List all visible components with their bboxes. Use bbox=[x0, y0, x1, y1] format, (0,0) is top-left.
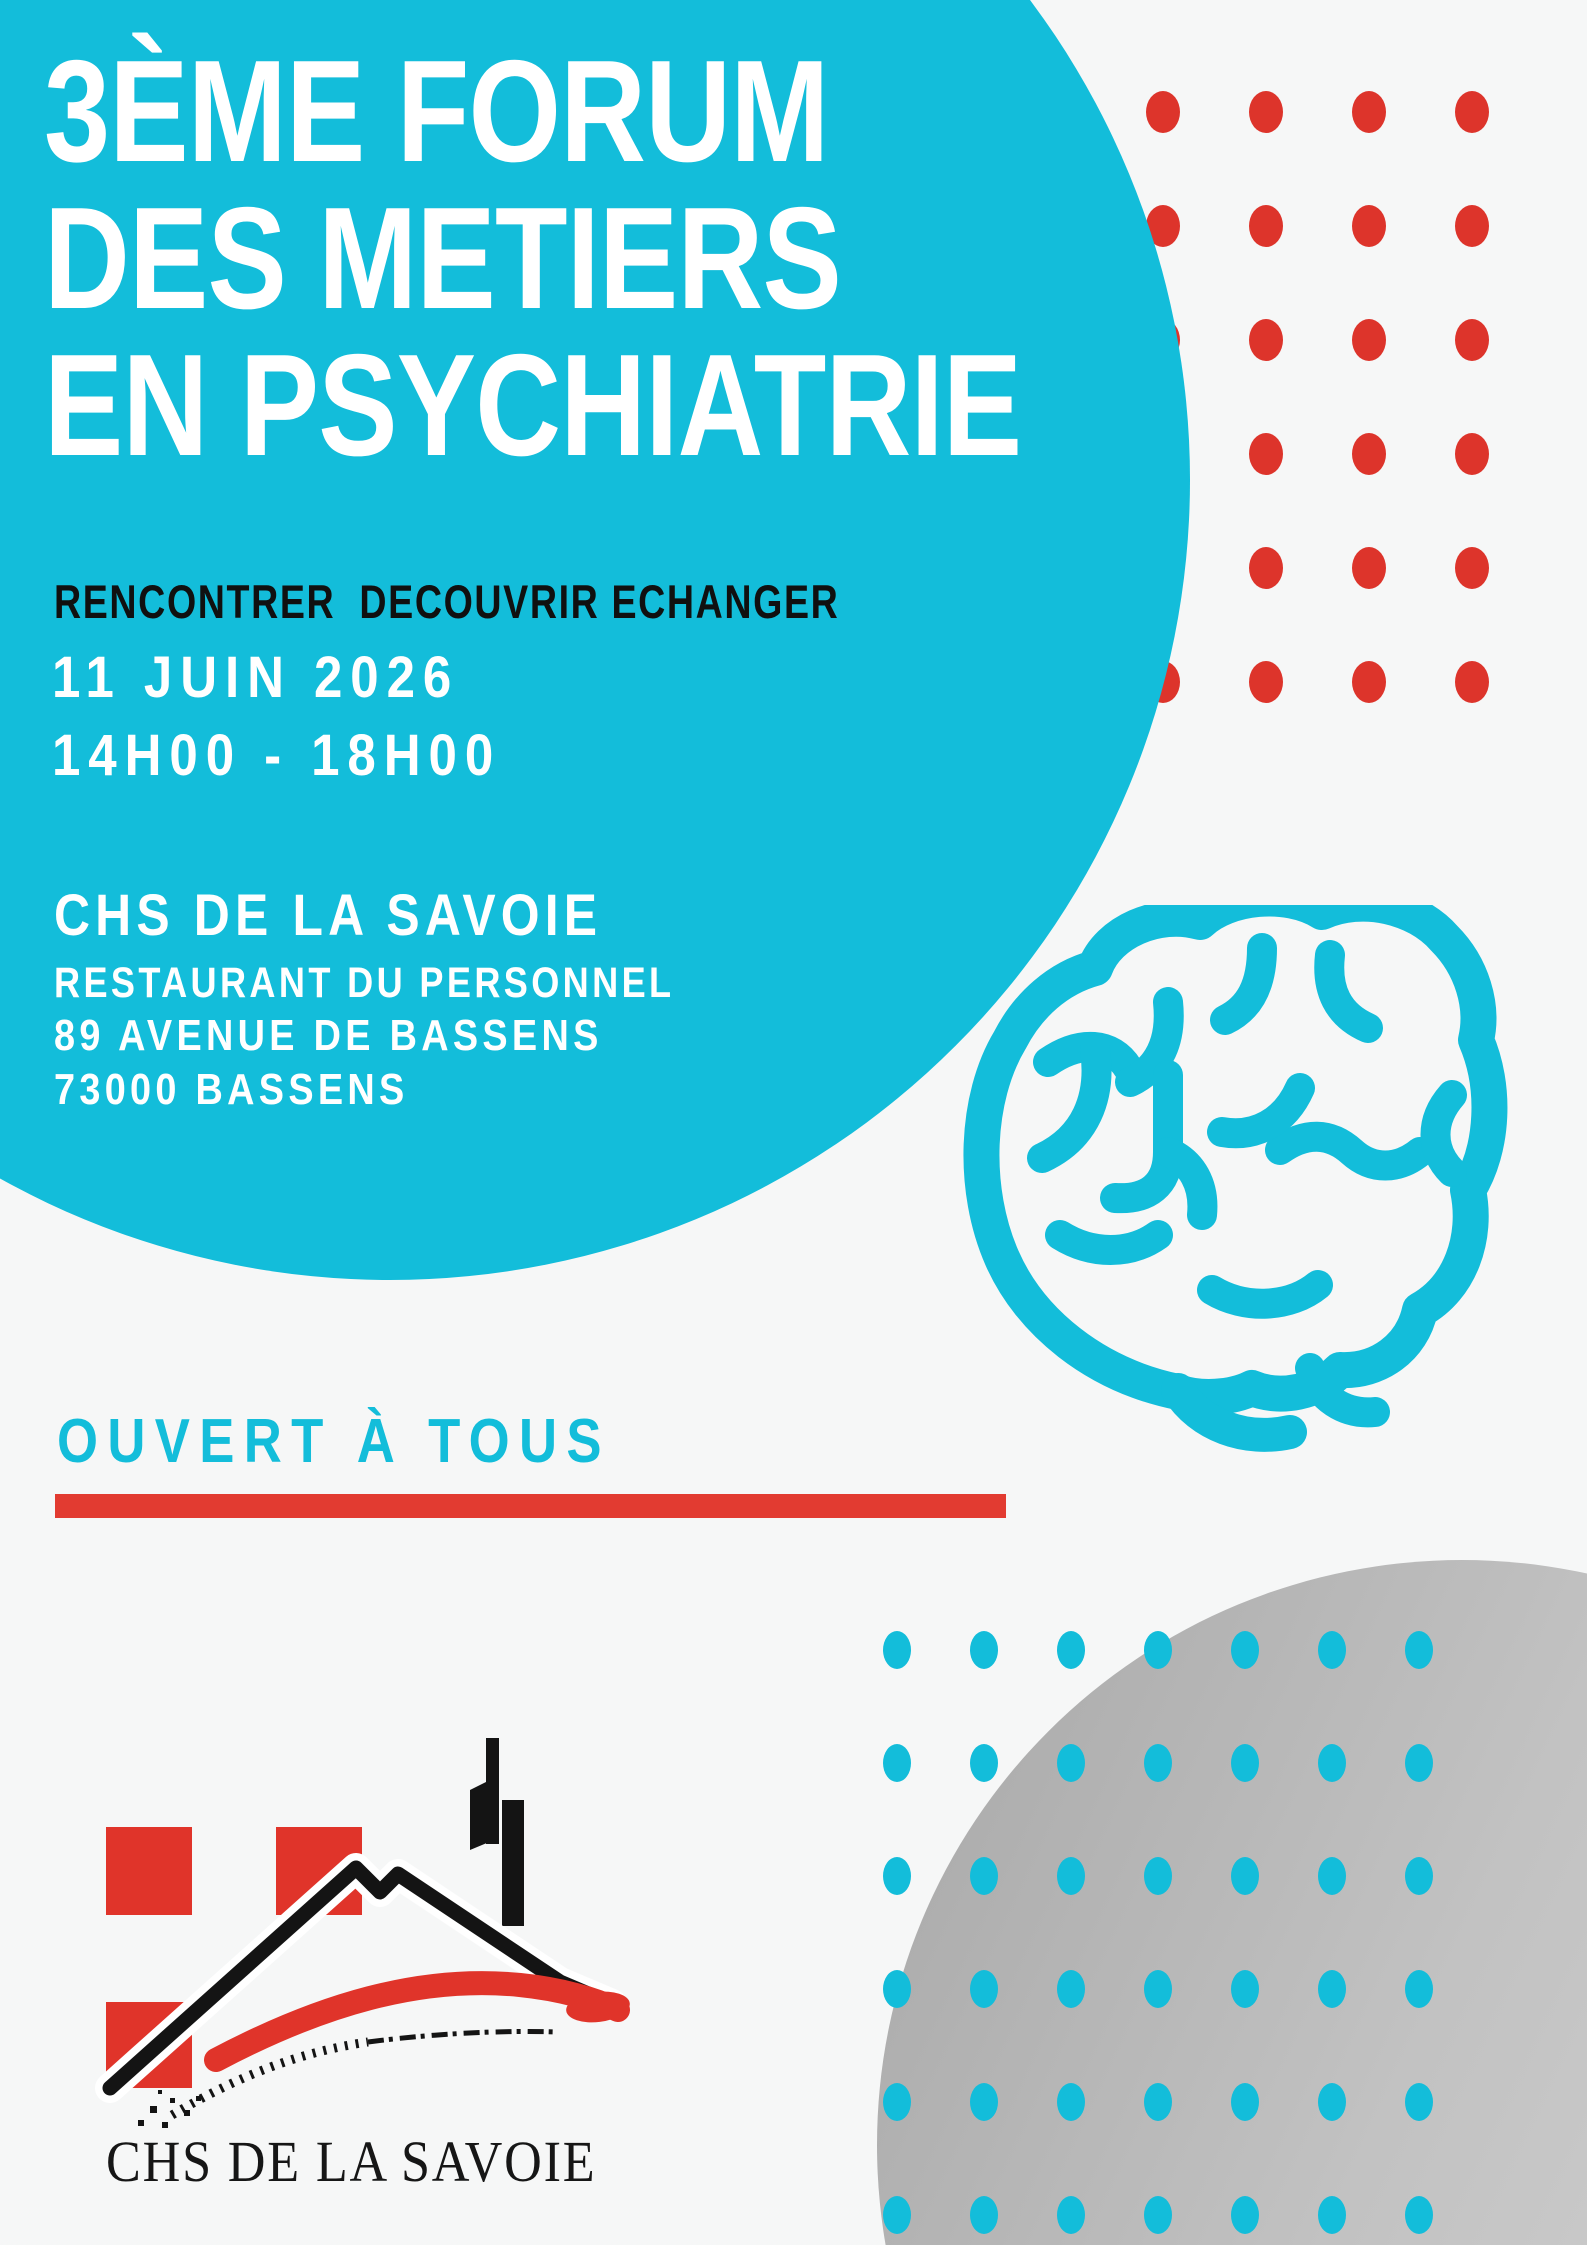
decorative-dot bbox=[1144, 2083, 1172, 2121]
decorative-dot bbox=[1318, 2083, 1346, 2121]
decorative-dot bbox=[970, 1970, 998, 2008]
decorative-dot bbox=[1455, 547, 1489, 589]
decorative-dot bbox=[1318, 1744, 1346, 1782]
logo-speckles bbox=[138, 2090, 201, 2130]
decorative-dot bbox=[1144, 2196, 1172, 2234]
red-underline bbox=[55, 1494, 1006, 1518]
decorative-dot bbox=[970, 2083, 998, 2121]
decorative-dot bbox=[1231, 2083, 1259, 2121]
decorative-dot bbox=[1318, 2196, 1346, 2234]
decorative-dot bbox=[1249, 661, 1283, 703]
decorative-dot bbox=[1057, 2083, 1085, 2121]
decorative-dot bbox=[1231, 1631, 1259, 1669]
title-line-3: EN PSYCHIATRIE bbox=[44, 324, 1022, 486]
logo-speckle-arc bbox=[172, 2042, 368, 2115]
title-line-2: DES METIERS bbox=[44, 177, 841, 339]
decorative-dot bbox=[1231, 2196, 1259, 2234]
decorative-dot bbox=[1455, 91, 1489, 133]
venue-address-line-3: 73000 BASSENS bbox=[54, 1065, 409, 1114]
logo-red-brush bbox=[216, 1983, 618, 2060]
decorative-dot bbox=[1144, 1744, 1172, 1782]
decorative-dot bbox=[1455, 433, 1489, 475]
venue-address-line-2: 89 AVENUE DE BASSENS bbox=[54, 1011, 603, 1060]
decorative-dot bbox=[1352, 91, 1386, 133]
decorative-dot bbox=[1057, 1857, 1085, 1895]
decorative-dot bbox=[970, 1631, 998, 1669]
decorative-dot bbox=[1455, 661, 1489, 703]
chs-logo bbox=[70, 1630, 650, 2130]
decorative-dot bbox=[1405, 2083, 1433, 2121]
decorative-dot bbox=[1352, 433, 1386, 475]
logo-building-bar-2 bbox=[470, 1778, 494, 1850]
decorative-dot bbox=[883, 1970, 911, 2008]
decorative-dot bbox=[1318, 1631, 1346, 1669]
decorative-dot bbox=[883, 1857, 911, 1895]
decorative-dot bbox=[1352, 661, 1386, 703]
event-time: 14H00 - 18H00 bbox=[52, 723, 502, 788]
decorative-dot bbox=[1249, 205, 1283, 247]
title-line-1: 3ÈME FORUM bbox=[44, 30, 829, 192]
decorative-dot bbox=[1057, 1970, 1085, 2008]
logo-text: CHS DE LA SAVOIE bbox=[106, 2129, 597, 2194]
decorative-dot bbox=[1318, 1857, 1346, 1895]
decorative-dot bbox=[1249, 547, 1283, 589]
decorative-dot bbox=[1144, 1857, 1172, 1895]
logo-red-square-1 bbox=[106, 1827, 192, 1915]
decorative-dot bbox=[1352, 205, 1386, 247]
decorative-dot bbox=[1455, 205, 1489, 247]
decorative-dot bbox=[1231, 1857, 1259, 1895]
venue-name: CHS DE LA SAVOIE bbox=[54, 883, 603, 948]
decorative-dot bbox=[1231, 1744, 1259, 1782]
decorative-dot bbox=[1057, 1631, 1085, 1669]
decorative-dot bbox=[1352, 547, 1386, 589]
logo-building-bar-3 bbox=[502, 1800, 524, 1926]
decorative-dot bbox=[1455, 319, 1489, 361]
decorative-dot bbox=[970, 1744, 998, 1782]
decorative-dot bbox=[1405, 1857, 1433, 1895]
event-date: 11 JUIN 2026 bbox=[52, 645, 460, 710]
decorative-dot bbox=[1405, 2196, 1433, 2234]
decorative-dot bbox=[883, 2196, 911, 2234]
brain-icon bbox=[930, 905, 1510, 1465]
decorative-dot bbox=[1249, 91, 1283, 133]
decorative-dot bbox=[1352, 319, 1386, 361]
decorative-dot bbox=[1231, 1970, 1259, 2008]
decorative-dot bbox=[883, 1744, 911, 1782]
decorative-dot bbox=[1146, 91, 1180, 133]
decorative-dot bbox=[883, 1631, 911, 1669]
decorative-dot bbox=[1144, 1970, 1172, 2008]
decorative-dot bbox=[1057, 1744, 1085, 1782]
decorative-dot bbox=[1318, 1970, 1346, 2008]
decorative-dot bbox=[1405, 1970, 1433, 2008]
tagline: RENCONTRER DECOUVRIR ECHANGER bbox=[54, 575, 840, 628]
decorative-dot bbox=[1405, 1744, 1433, 1782]
decorative-dot bbox=[970, 1857, 998, 1895]
venue-address-line-1: RESTAURANT DU PERSONNEL bbox=[54, 959, 675, 1007]
decorative-dot bbox=[1057, 2196, 1085, 2234]
decorative-dot bbox=[1249, 433, 1283, 475]
decorative-dot bbox=[1249, 319, 1283, 361]
decorative-dot bbox=[1144, 1631, 1172, 1669]
poster-title bbox=[44, 30, 1022, 486]
decorative-dot bbox=[1405, 1631, 1433, 1669]
decorative-dot bbox=[970, 2196, 998, 2234]
decorative-dot bbox=[883, 2083, 911, 2121]
open-banner: OUVERT À TOUS bbox=[57, 1407, 611, 1476]
